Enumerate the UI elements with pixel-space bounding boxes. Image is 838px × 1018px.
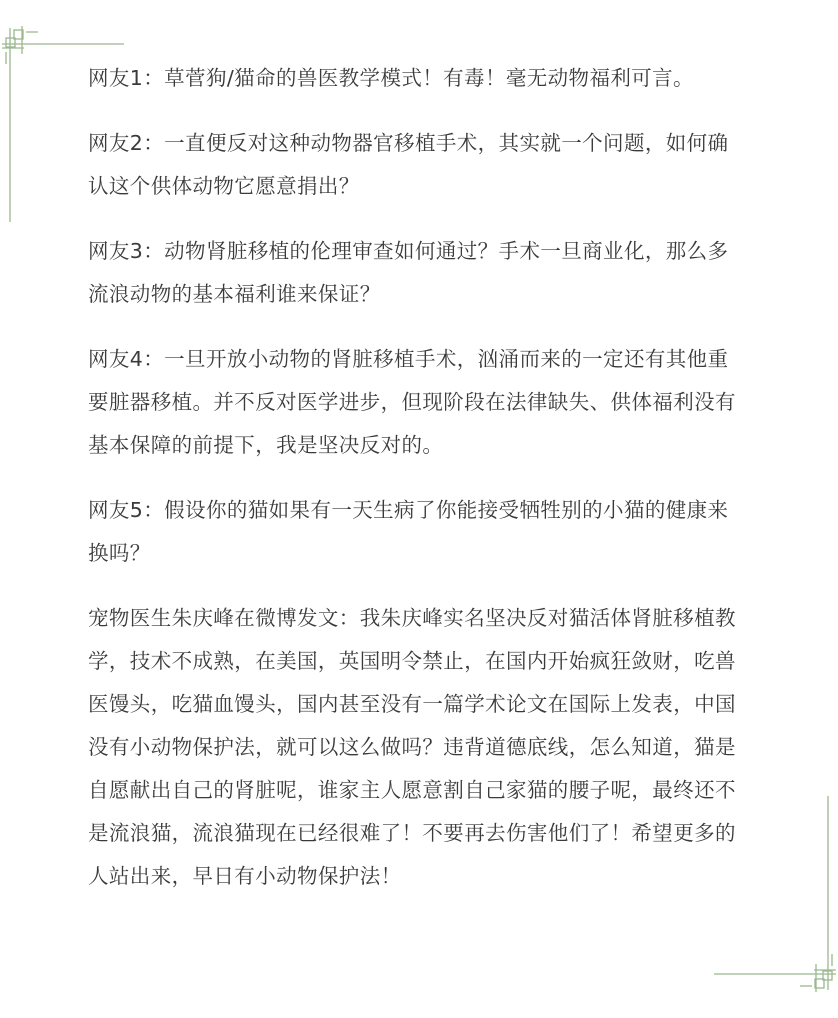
vet-statement-paragraph: 宠物医生朱庆峰在微博发文：我朱庆峰实名坚决反对猫活体肾脏移植教学，技术不成熟，在美国，英国明令禁止，在国内开始疯狂敛财，吃兽医馒头，吃猫血馒头，国内甚至没有一篇学术论文在国际上发表，中国没有小动物保护法，就可以这么做吗？违背道德底线，怎么知道，猫是自愿献出自己的肾脏呢，谁家主人愿意割自己家猫的腰子呢，最终还不是流浪猫，流浪猫现在已经很难了！不要再去伤害他们了！希望更多的人站出来，早日有小动物保护法！ (88, 606, 736, 888)
comment-paragraph-2: 网友2：一直便反对这种动物器官移植手术，其实就一个问题，如何确认这个供体动物它愿意捐出？ (88, 131, 729, 198)
comment-paragraph-5: 网友5：假设你的猫如果有一天生病了你能接受牺牲别的小猫的健康来换吗？ (88, 498, 729, 565)
comment-paragraph-3: 网友3：动物肾脏移植的伦理审查如何通过？手术一旦商业化，那么多流浪动物的基本福利谁来保证？ (88, 239, 729, 306)
comment-paragraph-1: 网友1：草菅狗/猫命的兽医教学模式！有毒！毫无动物福利可言。 (88, 66, 694, 90)
comment-paragraph-4: 网友4：一旦开放小动物的肾脏移植手术，汹涌而来的一定还有其他重要脏器移植。并不反对医学进步，但现阶段在法律缺失、供体福利没有基本保障的前提下，我是坚决反对的。 (88, 347, 736, 457)
article-body (88, 57, 744, 920)
